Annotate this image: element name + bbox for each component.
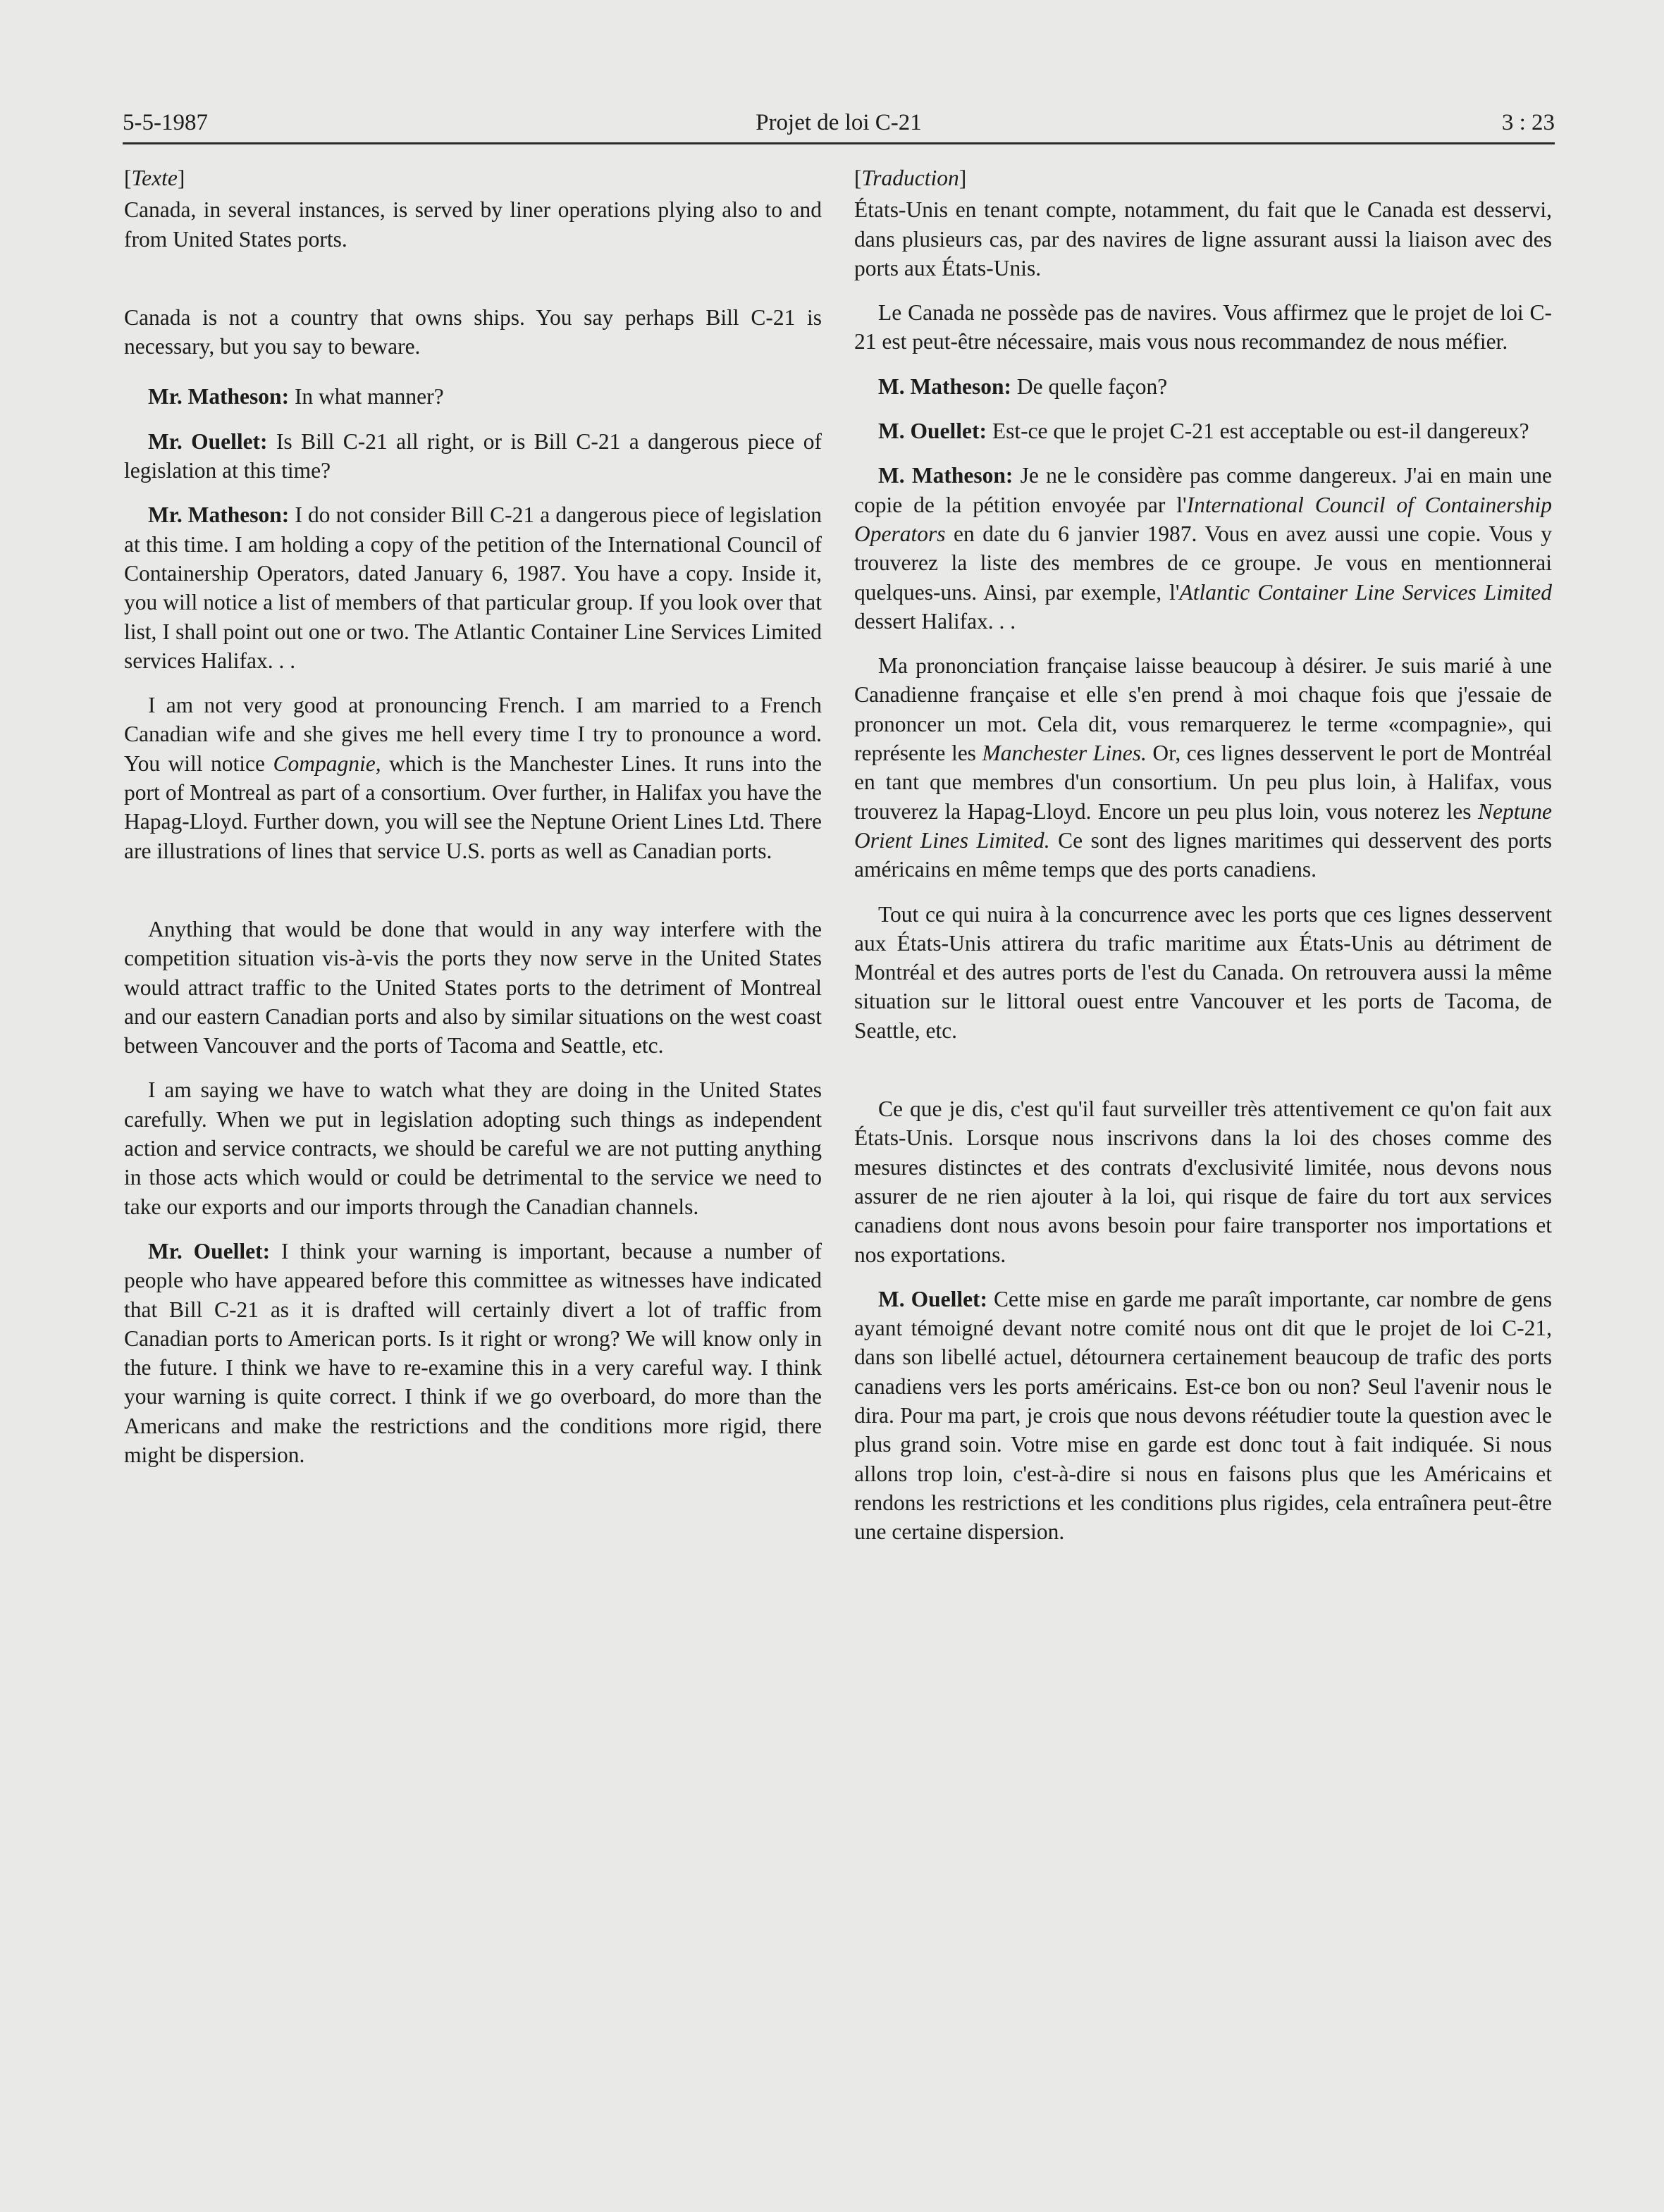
column-label-texte: [Texte] xyxy=(124,166,185,190)
speaker-name: M. Matheson: xyxy=(878,373,1011,399)
paragraph xyxy=(854,461,1552,636)
speech-text: Ce sont des lignes maritimes qui desservent des ports américains en même temps que des ports canadiens. xyxy=(854,827,1552,882)
paragraph xyxy=(124,691,822,865)
paragraph: Tout ce qui nuira à la concurrence avec les ports que ces lignes desservent aux États-Unis attirera du trafic maritime aux États-Unis au détriment de Montréal et des autres ports de l'est du Canada. On retrouvera aussi la même situation sur le littoral ouest entre Vancouver et les ports de Tacoma, de Seattle, etc. xyxy=(854,901,1552,1043)
speech-text: Or, ces lignes desservent le port de Montréal en tant que membres d'un consortium. Un peu plus loin, à Halifax, vous trouverez la Hapag-Lloyd. Encore un peu plus loin, vous noterez les xyxy=(854,741,1553,824)
paragraph xyxy=(124,1237,822,1469)
speech-text: I think your warning is important, because a number of people who have appeared before this committee as witnesses have indicated that Bill C-21 as it is drafted will certainly divert a lot of traffic from Canadian ports to American ports. Is it right or wrong? We will know only in the future. I think we have to re-examine this in a very careful way. I think your warning is quite correct. I think if we go overboard, do more than the Americans and make the restrictions and the conditions more rigid, there might be dispersion. xyxy=(124,1238,822,1467)
paragraph xyxy=(854,416,1552,445)
speech-text: which is the Manchester Lines. It runs into the port of Montreal as part of a consortium. Over further, in Halifax you have the Hapag-Lloyd. Further down, you will see the Neptune Orient Lines Ltd. There are illustrations of lines that service U.S. ports as well as Canadian ports. xyxy=(124,750,822,863)
paragraph xyxy=(854,651,1552,884)
speech-text: Ma prononciation française laisse beaucoup à désirer. Je suis marié à une Canadienne française et elle s'en prend à moi chaque fois que j'essaie de prononcer un mot. Cela dit, vous remarquerez le terme «compagnie», qui représente les xyxy=(854,653,1552,766)
speaker-name: Mr. Matheson: xyxy=(148,384,290,409)
header-title: Projet de loi C-21 xyxy=(756,110,922,135)
paragraph xyxy=(124,427,822,486)
column-label-traduction: [Traduction] xyxy=(854,166,967,190)
speech-text: I do not consider Bill C-21 a dangerous piece of legislation at this time. I am holding a copy of the petition of the International Council of Containership Operators, dated January 6, 1987. You have a copy. Inside it, you will notice a list of members of that particular group. If you look over that list, I shall point out one or two. The Atlantic Container Line Services Limited services Halifax. . . xyxy=(124,502,822,673)
paragraph: Anything that would be done that would in any way interfere with the competition situation vis-à-vis the ports they now serve in the United States would attract traffic to the United States ports to the detriment of Montreal and our eastern Canadian ports and also by similar situations on the west coast between Vancouver and the ports of Tacoma and Seattle, etc. xyxy=(124,916,822,1058)
speech-text: I am not very good at pronouncing French. I am married to a French Canadian wife and she gives me hell every time I try to pronounce a word. You will notice xyxy=(124,693,822,776)
paragraph: Canada, in several instances, is served by liner operations plying also to and from United States ports. xyxy=(124,197,822,252)
speaker-name: Mr. Matheson: xyxy=(148,502,290,528)
paragraph: Ce que je dis, c'est qu'il faut surveiller très attentivement ce qu'on fait aux États-Unis. Lorsque nous inscrivons dans la loi des choses comme des mesures distinctes et des contrats d'exclusivité limitée, nous devons nous assurer de ne rien ajouter à la loi, qui risque de faire du tort aux services canadiens dont nous avons besoin pour faire transporter nos importations et nos exportations. xyxy=(854,1096,1552,1267)
emphasis-text: Manchester Lines. xyxy=(982,741,1147,766)
speech-text: De quelle façon? xyxy=(1016,373,1168,399)
emphasis-text: Compagnie, xyxy=(273,750,381,776)
emphasis-text: International Council of Containership Operators xyxy=(854,492,1552,546)
paragraph: Le Canada ne possède pas de navires. Vous affirmez que le projet de loi C-21 est peut-être nécessaire, mais vous nous recommandez de nous méfier. xyxy=(854,300,1552,354)
french-column xyxy=(854,163,1552,1562)
speaker-name: Mr. Ouellet: xyxy=(148,1238,271,1263)
paragraph: I am saying we have to watch what they are doing in the United States carefully. When we put in legislation adopting such things as independent action and service contracts, we should be careful we are not putting anything in those acts which would or could be detrimental to the service we need to take our exports and our imports through the Canadian channels. xyxy=(124,1077,822,1219)
speech-text: Is Bill C-21 all right, or is Bill C-21 a dangerous piece of legislation at this time? xyxy=(124,428,822,483)
english-column xyxy=(124,163,822,1485)
paragraph xyxy=(854,372,1552,401)
paragraph xyxy=(854,1285,1552,1547)
speech-text: dessert Halifax. . . xyxy=(854,608,1016,634)
paragraph xyxy=(124,382,822,411)
speech-text: Cette mise en garde me paraît importante, car nombre de gens ayant témoigné devant notre comité nous ont dit que le projet de loi C-21, dans son libellé actuel, détournera certainement beaucoup de trafic des ports canadiens vers les ports américains. Est-ce bon ou non? Seul l'avenir nous le dira. Pour ma part, je crois que nous devons réétudier toute la question avec le plus grand soin. Votre mise en garde est donc tout à fait indiquée. Si nous allons trop loin, c'est-à-dire si nous en faisons plus que les Américains et rendons les restrictions et les conditions plus rigides, cela entraînera peut-être une certaine dispersion. xyxy=(854,1286,1552,1545)
emphasis-text: Neptune Orient Lines Limited. xyxy=(854,798,1552,853)
paragraph xyxy=(124,500,822,675)
speech-text: In what manner? xyxy=(294,384,444,409)
header-date: 5-5-1987 xyxy=(123,110,208,135)
speech-text: en date du 6 janvier 1987. Vous en avez aussi une copie. Vous y trouverez la liste des membres de ce groupe. Je vous en mentionnerai quelques-uns. Ainsi, par exemple, l' xyxy=(854,521,1552,605)
speech-text: Est-ce que le projet C-21 est acceptable ou est-il dangereux? xyxy=(992,419,1529,444)
paragraph: États-Unis en tenant compte, notamment, du fait que le Canada est desservi, dans plusieurs cas, par des navires de ligne assurant aussi la liaison avec des ports aux États-Unis. xyxy=(854,197,1552,280)
page-header xyxy=(123,104,1555,141)
speaker-name: Mr. Ouellet: xyxy=(148,428,268,454)
emphasis-text: Atlantic Container Line Services Limited xyxy=(1179,579,1552,605)
speech-text: Je ne le considère pas comme dangereux. J'ai en main une copie de la pétition envoyée par l' xyxy=(854,463,1553,517)
speaker-name: M. Ouellet: xyxy=(878,1286,988,1311)
speaker-name: M. Ouellet: xyxy=(878,419,987,444)
header-page-number: 3 : 23 xyxy=(1501,110,1555,135)
header-rule xyxy=(123,142,1555,144)
paragraph: Canada is not a country that owns ships. You say perhaps Bill C-21 is necessary, but you say to beware. xyxy=(124,304,822,359)
speaker-name: M. Matheson: xyxy=(878,463,1013,488)
